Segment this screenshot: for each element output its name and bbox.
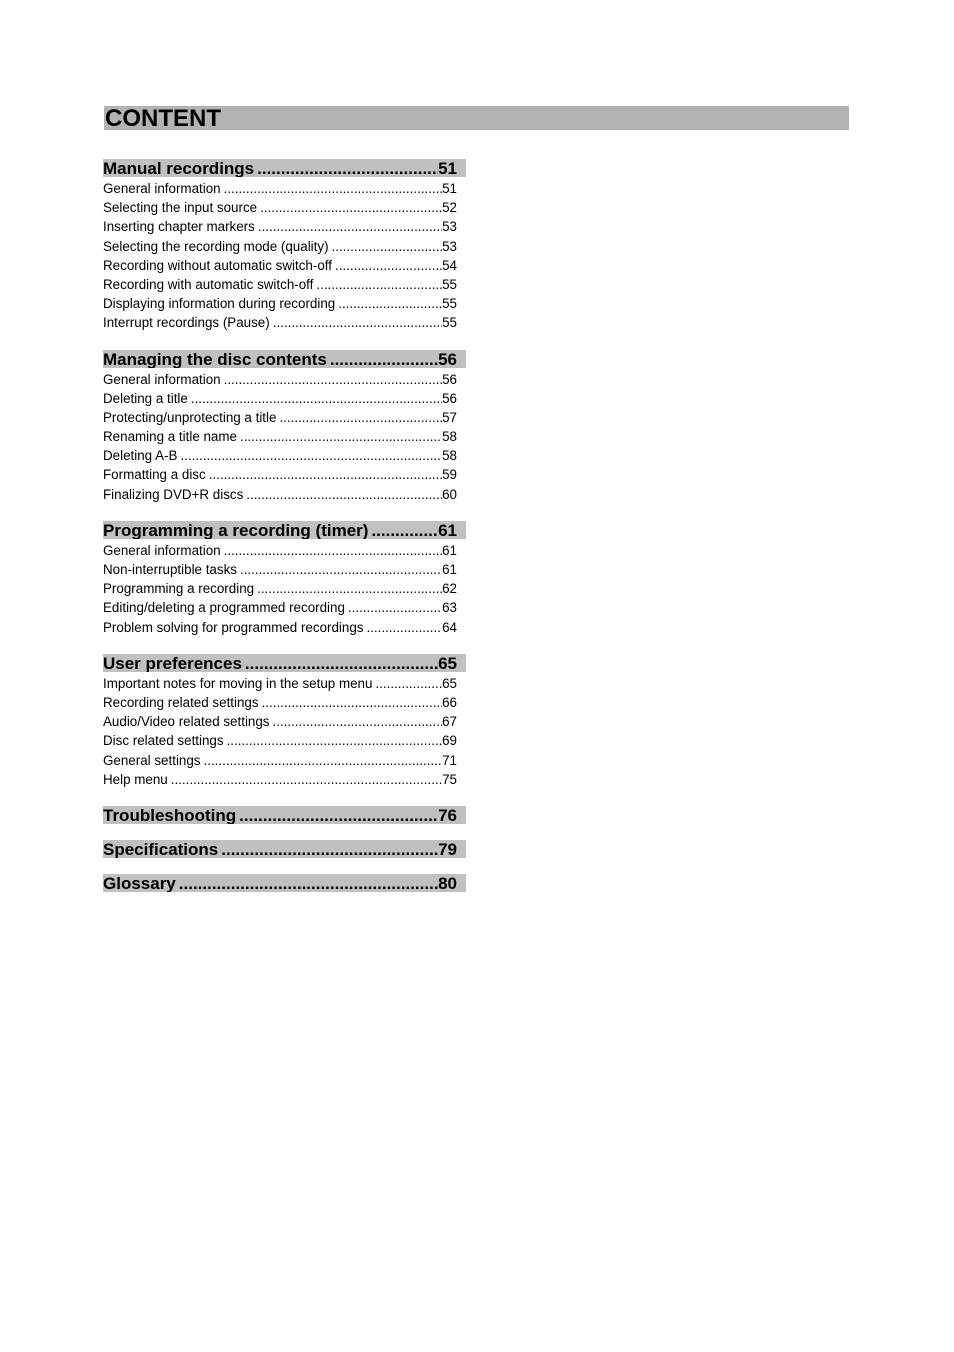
dot-leader — [259, 693, 443, 712]
toc-entry — [103, 294, 466, 313]
entry-label: General settings — [103, 752, 201, 768]
dot-leader — [237, 560, 442, 579]
toc-entry — [103, 560, 466, 579]
entry-label: Recording related settings — [103, 694, 259, 710]
toc-entry — [103, 275, 466, 294]
entry-label: Problem solving for programmed recordings — [103, 619, 364, 635]
toc-entry — [103, 751, 466, 770]
toc-entry — [103, 770, 466, 789]
dot-leader — [335, 294, 442, 313]
toc-section-manual-recordings — [103, 159, 466, 333]
entry-label: Recording with automatic switch-off — [103, 276, 314, 292]
dot-leader — [313, 275, 442, 294]
dot-leader — [168, 770, 442, 789]
entry-label: Inserting chapter markers — [103, 219, 255, 235]
toc-entry — [103, 370, 466, 389]
section-page-number: 79 — [438, 839, 457, 858]
entry-label: Deleting A-B — [103, 448, 178, 464]
dot-leader — [243, 485, 442, 504]
dot-leader — [276, 408, 442, 427]
entry-label: Formatting a disc — [103, 467, 206, 483]
section-heading-label: Glossary — [103, 873, 176, 892]
entry-page-number: 55 — [442, 315, 457, 331]
dot-leader — [254, 579, 442, 598]
toc-entry — [103, 541, 466, 560]
entry-label: Recording without automatic switch-off — [103, 257, 332, 273]
entry-label: Finalizing DVD+R discs — [103, 486, 244, 502]
dot-leader — [221, 179, 442, 198]
section-heading-label: Managing the disc contents — [103, 349, 327, 368]
entry-page-number: 75 — [442, 771, 457, 787]
entry-page-number: 53 — [442, 219, 457, 235]
toc-entry — [103, 256, 466, 275]
section-heading-label: Manual recordings — [103, 159, 255, 177]
dot-leader — [224, 731, 443, 750]
entry-page-number: 59 — [442, 467, 457, 483]
entry-page-number: 58 — [442, 429, 457, 445]
entry-page-number: 61 — [442, 542, 457, 558]
dot-leader — [236, 806, 438, 824]
toc-entry — [103, 198, 466, 217]
dot-leader — [270, 712, 443, 731]
entry-label: Displaying information during recording — [103, 296, 336, 312]
entry-page-number: 57 — [442, 409, 457, 425]
entry-label: Selecting the input source — [103, 200, 258, 216]
dot-leader — [257, 198, 442, 217]
toc-section-user-preferences — [103, 654, 466, 789]
section-heading — [103, 840, 466, 858]
entry-label: General information — [103, 542, 221, 558]
entry-label: Renaming a title name — [103, 429, 237, 445]
dot-leader — [372, 674, 442, 693]
dot-leader — [254, 159, 438, 177]
toc-entry — [103, 313, 466, 332]
section-heading-label: User preferences — [103, 653, 242, 672]
entry-page-number: 61 — [442, 562, 457, 577]
section-heading — [103, 521, 466, 539]
dot-leader — [368, 521, 438, 539]
entry-page-number: 60 — [442, 486, 457, 502]
section-heading-label: Programming a recording (timer) — [103, 520, 369, 539]
entry-page-number: 55 — [442, 296, 457, 312]
dot-leader — [270, 313, 442, 332]
entry-page-number: 56 — [442, 390, 457, 406]
page-title: CONTENT — [104, 106, 849, 130]
section-heading — [103, 350, 466, 368]
entry-label: Interrupt recordings (Pause) — [103, 315, 270, 331]
entry-page-number: 58 — [442, 448, 457, 464]
section-page-number: 61 — [438, 520, 457, 539]
toc-section-programming-recording — [103, 521, 466, 637]
section-page-number: 56 — [438, 349, 457, 368]
dot-leader — [221, 370, 442, 389]
dot-leader — [363, 618, 442, 637]
entry-page-number: 67 — [442, 714, 457, 730]
section-page-number: 76 — [438, 805, 457, 824]
toc-section-troubleshooting — [103, 806, 466, 824]
toc-entry — [103, 427, 466, 446]
entry-page-number: 69 — [442, 733, 457, 749]
dot-leader — [329, 237, 443, 256]
toc-entry — [103, 465, 466, 484]
entry-label: Deleting a title — [103, 390, 188, 406]
dot-leader — [255, 217, 442, 236]
entry-page-number: 66 — [442, 694, 457, 710]
toc-entry — [103, 408, 466, 427]
toc-section-glossary — [103, 874, 466, 892]
section-heading — [103, 874, 466, 892]
section-heading-label: Troubleshooting — [103, 805, 237, 824]
entry-label: General information — [103, 181, 221, 196]
dot-leader — [188, 389, 442, 408]
toc-section-specifications — [103, 840, 466, 858]
section-page-number: 80 — [438, 873, 457, 892]
dot-leader — [218, 840, 438, 858]
entry-label: Audio/Video related settings — [103, 714, 270, 730]
toc-section-managing-disc-contents — [103, 350, 466, 504]
entry-label: Editing/deleting a programmed recording — [103, 600, 345, 616]
toc-entry — [103, 693, 466, 712]
dot-leader — [221, 541, 442, 560]
entry-label: Disc related settings — [103, 733, 224, 749]
toc-entry — [103, 731, 466, 750]
toc-entry — [103, 446, 466, 465]
toc-entry — [103, 674, 466, 693]
section-page-number: 51 — [438, 159, 457, 177]
section-page-number: 65 — [438, 653, 457, 672]
dot-leader — [327, 350, 438, 368]
entry-label: Protecting/unprotecting a title — [103, 409, 277, 425]
entry-page-number: 53 — [442, 238, 457, 254]
section-heading — [103, 654, 466, 672]
entry-label: Programming a recording — [103, 581, 255, 597]
dot-leader — [176, 874, 438, 892]
entry-page-number: 56 — [442, 371, 457, 387]
toc-entry — [103, 217, 466, 236]
section-heading-label: Specifications — [103, 839, 219, 858]
entry-label: Non-interruptible tasks — [103, 562, 237, 577]
section-heading — [103, 159, 466, 177]
entry-page-number: 63 — [442, 600, 457, 616]
toc-entry — [103, 618, 466, 637]
entry-page-number: 54 — [442, 257, 457, 273]
entry-label: Help menu — [103, 771, 168, 787]
entry-page-number: 65 — [442, 675, 457, 691]
entry-page-number: 64 — [442, 619, 457, 635]
entry-page-number: 62 — [442, 581, 457, 597]
toc-entry — [103, 179, 466, 198]
entry-label: Important notes for moving in the setup menu — [103, 675, 373, 691]
dot-leader — [345, 598, 442, 617]
section-heading — [103, 806, 466, 824]
toc-entry — [103, 389, 466, 408]
entry-label: Selecting the recording mode (quality) — [103, 238, 329, 254]
table-of-contents — [103, 159, 466, 908]
entry-page-number: 51 — [442, 181, 457, 196]
dot-leader — [237, 427, 442, 446]
dot-leader — [242, 654, 438, 672]
toc-entry — [103, 579, 466, 598]
entry-page-number: 71 — [442, 752, 457, 768]
dot-leader — [206, 465, 442, 484]
dot-leader — [201, 751, 443, 770]
dot-leader — [332, 256, 442, 275]
toc-entry — [103, 712, 466, 731]
toc-entry — [103, 598, 466, 617]
dot-leader — [177, 446, 442, 465]
toc-entry — [103, 485, 466, 504]
entry-page-number: 52 — [442, 200, 457, 216]
toc-entry — [103, 237, 466, 256]
entry-label: General information — [103, 371, 221, 387]
entry-page-number: 55 — [442, 276, 457, 292]
